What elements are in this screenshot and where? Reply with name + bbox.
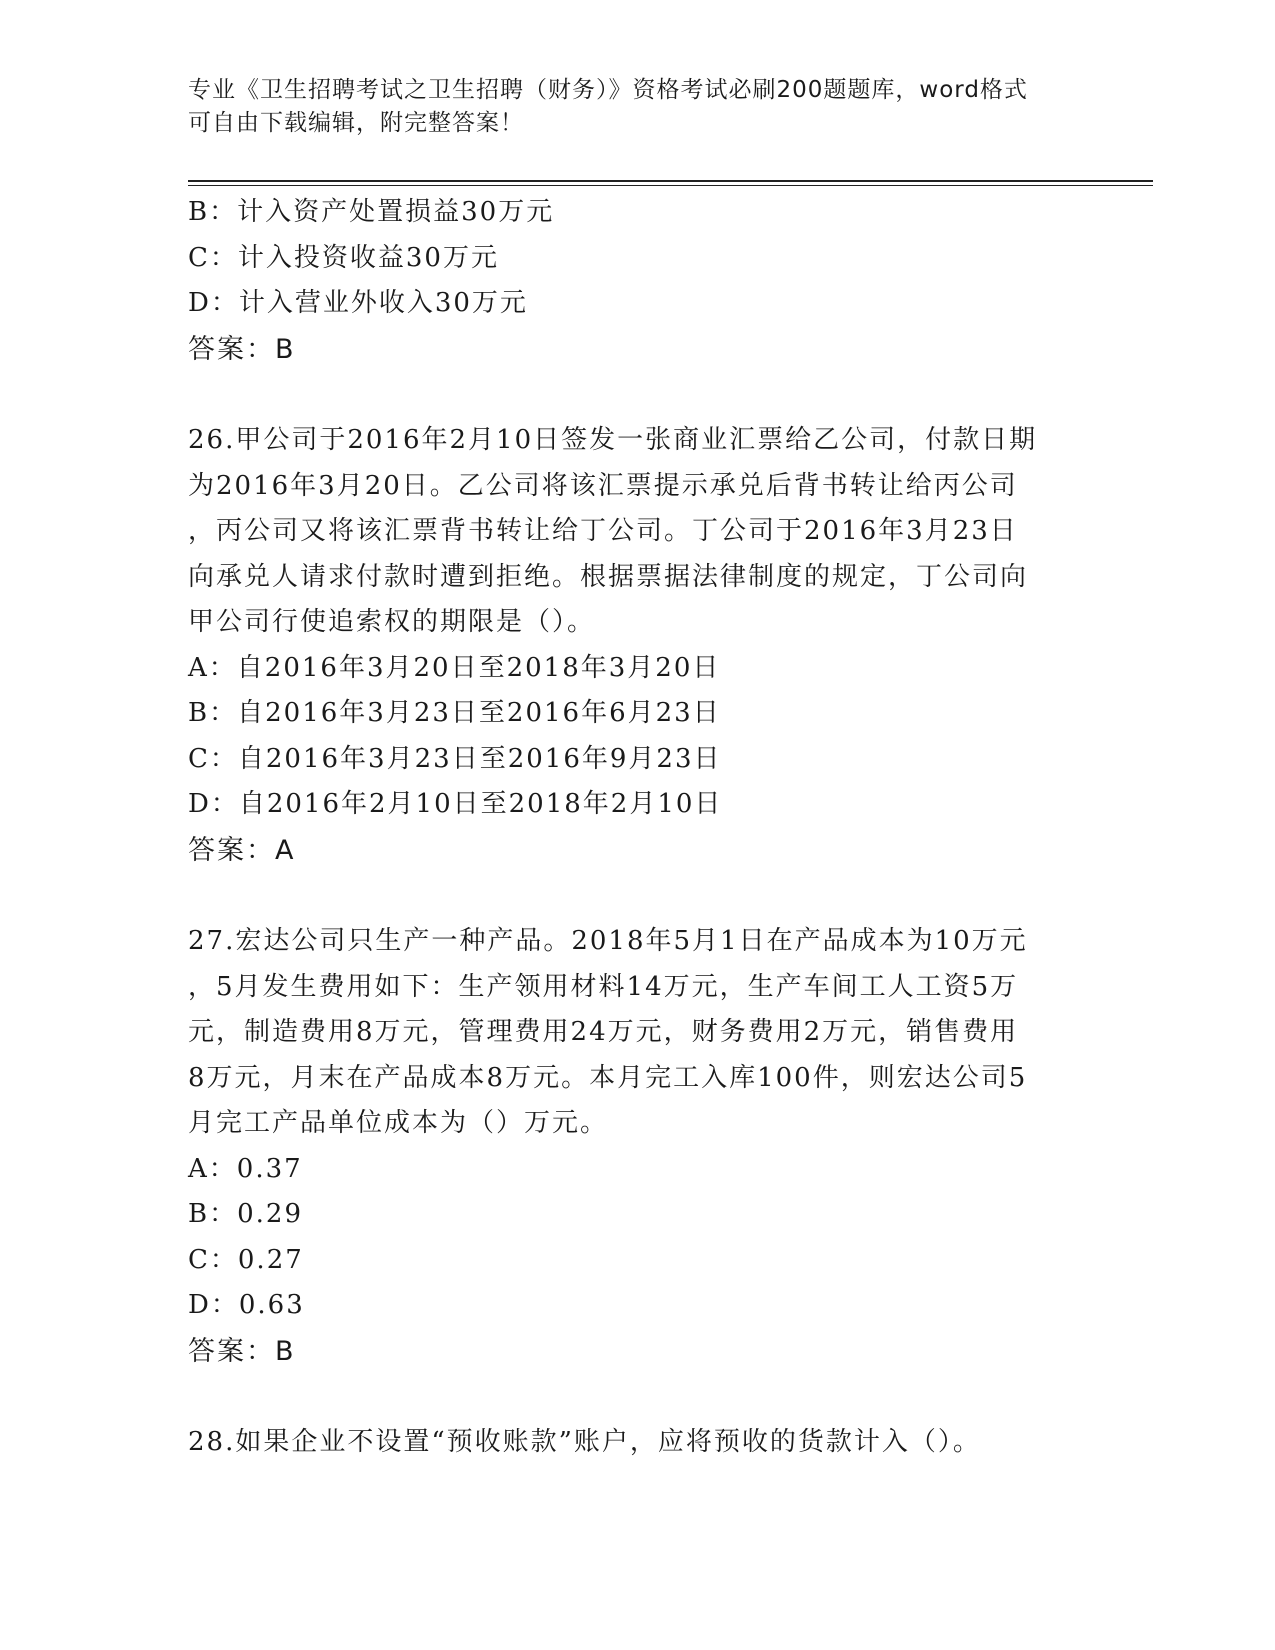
- question-stem-line: 26.甲公司于2016年2月10日签发一张商业汇票给乙公司，付款日期: [188, 425, 1038, 455]
- header-title-line-1: 专业《卫生招聘考试之卫生招聘（财务）》资格考试必刷200题题库，word格式: [188, 77, 1028, 103]
- option-c: C：计入投资收益30万元: [188, 242, 499, 273]
- header-title-line-2: 可自由下载编辑，附完整答案！: [188, 110, 524, 136]
- option-c: C：0.27: [188, 1244, 304, 1275]
- option-a: A：自2016年3月20日至2018年3月20日: [188, 652, 721, 683]
- document-body: [188, 190, 1068, 1466]
- option-c: C：自2016年3月23日至2016年9月23日: [188, 743, 722, 774]
- question-stem-line: 27.宏达公司只生产一种产品。2018年5月1日在产品成本为10万元: [188, 926, 1028, 956]
- option-d: D：0.63: [188, 1290, 305, 1320]
- document-header: [188, 74, 1088, 140]
- option-b: B：自2016年3月23日至2016年6月23日: [188, 698, 721, 728]
- question-stem-line: ，丙公司又将该汇票背书转让给丁公司。丁公司于2016年3月23日: [188, 516, 1018, 546]
- header-divider: [188, 180, 1153, 182]
- header-divider-thin: [188, 185, 1153, 186]
- answer: 答案：A: [188, 834, 296, 866]
- question-stem-line: 向承兑人请求付款时遭到拒绝。根据票据法律制度的规定，丁公司向: [188, 561, 1029, 592]
- question-25: [188, 190, 1068, 372]
- option-b: B：0.29: [188, 1199, 303, 1229]
- question-stem-line: ，5月发生费用如下：生产领用材料14万元，生产车间工人工资5万: [188, 971, 1019, 1002]
- question-stem-line: 为2016年3月20日。乙公司将该汇票提示承兑后背书转让给丙公司: [188, 470, 1018, 501]
- question-stem-line: 28.如果企业不设置“预收账款”账户，应将预收的货款计入（）。: [188, 1427, 981, 1457]
- question-stem-line: 元，制造费用8万元，管理费用24万元，财务费用2万元，销售费用: [188, 1017, 1019, 1047]
- question-stem-line: 甲公司行使追索权的期限是（）。: [188, 607, 596, 637]
- option-b: B：计入资产处置损益30万元: [188, 197, 555, 227]
- question-stem-line: 8万元，月末在产品成本8万元。本月完工入库100件，则宏达公司5: [188, 1062, 1028, 1093]
- answer: 答案：B: [188, 1335, 296, 1367]
- option-d: D：计入营业外收入30万元: [188, 288, 528, 318]
- answer: 答案：B: [188, 333, 296, 365]
- question-26: [188, 418, 1068, 873]
- option-d: D：自2016年2月10日至2018年2月10日: [188, 789, 723, 819]
- option-a: A：0.37: [188, 1153, 303, 1184]
- question-stem-line: 月完工产品单位成本为（）万元。: [188, 1108, 609, 1138]
- question-27: [188, 919, 1068, 1374]
- question-28: [188, 1420, 1068, 1466]
